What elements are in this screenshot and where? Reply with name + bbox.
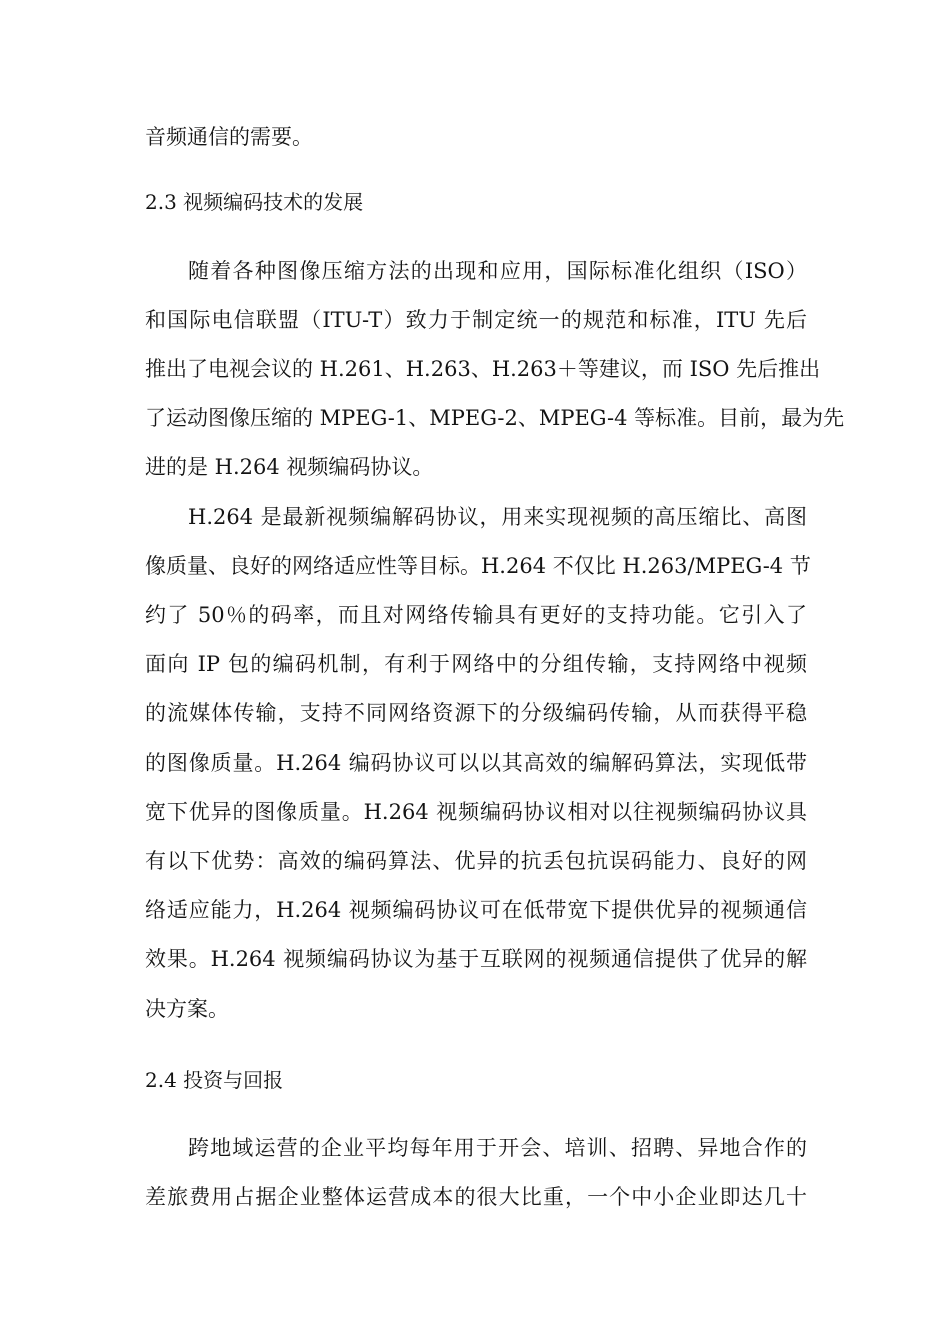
paragraph-line: 宽下优异的图像质量。H.264 视频编码协议相对以往视频编码协议具 <box>145 800 807 824</box>
paragraph-line: 进的是 H.264 视频编码协议。 <box>145 455 434 479</box>
paragraph-line: 像质量、良好的网络适应性等目标。H.264 不仅比 H.263/MPEG-4 节 <box>145 554 811 578</box>
section-heading-2-3: 2.3 视频编码技术的发展 <box>145 190 364 214</box>
paragraph-line: 了运动图像压缩的 MPEG-1、MPEG-2、MPEG-4 等标准。目前，最为先 <box>145 406 845 430</box>
paragraph-line: 的流媒体传输，支持不同网络资源下的分级编码传输，从而获得平稳 <box>145 701 807 725</box>
section-heading-2-4: 2.4 投资与回报 <box>145 1068 284 1092</box>
paragraph-line: 效果。H.264 视频编码协议为基于互联网的视频通信提供了优异的解 <box>145 947 807 971</box>
paragraph-line: 面向 IP 包的编码机制，有利于网络中的分组传输，支持网络中视频 <box>145 652 807 676</box>
paragraph-line: 随着各种图像压缩方法的出现和应用，国际标准化组织（ISO） <box>188 259 807 283</box>
paragraph-line: 约了 50％的码率，而且对网络传输具有更好的支持功能。它引入了 <box>145 603 807 627</box>
paragraph-line: 有以下优势：高效的编码算法、优异的抗丢包抗误码能力、良好的网 <box>145 849 807 873</box>
paragraph-line: 推出了电视会议的 H.261、H.263、H.263＋等建议，而 ISO 先后推出 <box>145 357 821 381</box>
paragraph-line: 跨地域运营的企业平均每年用于开会、培训、招聘、异地合作的 <box>188 1136 807 1160</box>
paragraph-line: 和国际电信联盟（ITU-T）致力于制定统一的规范和标准，ITU 先后 <box>145 308 807 332</box>
paragraph-line: 决方案。 <box>145 997 229 1021</box>
paragraph-continuation-line: 音频通信的需要。 <box>145 125 313 149</box>
paragraph-line: H.264 是最新视频编解码协议，用来实现视频的高压缩比、高图 <box>188 505 807 529</box>
paragraph-line: 的图像质量。H.264 编码协议可以以其高效的编解码算法，实现低带 <box>145 751 807 775</box>
paragraph-line: 络适应能力，H.264 视频编码协议可在低带宽下提供优异的视频通信 <box>145 898 807 922</box>
paragraph-line: 差旅费用占据企业整体运营成本的很大比重，一个中小企业即达几十 <box>145 1185 807 1209</box>
